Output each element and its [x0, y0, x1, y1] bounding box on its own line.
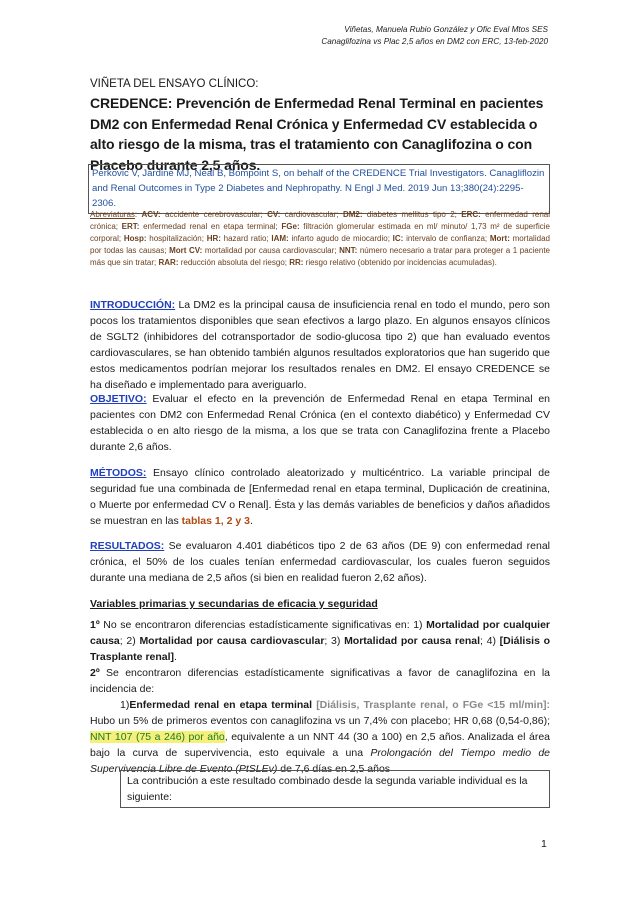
- abbrev-key: IAM:: [271, 234, 289, 243]
- p2-number: 2º: [90, 667, 100, 679]
- p2-item-title: Enfermedad renal en etapa terminal: [129, 699, 313, 711]
- p2-item-number: 1): [120, 699, 130, 711]
- p2-item-text-2: , equivalente a un NNT 44 (30 a 100) en 2,5 años. Analizada el área bajo la curva de supervivencia, esto equivale a una: [90, 731, 550, 759]
- abbrev-key: FGe:: [281, 222, 300, 231]
- abbreviations-heading: Abreviaturas: [90, 210, 135, 219]
- objective-label: OBJETIVO:: [90, 393, 147, 405]
- intro-label: INTRODUCCIÓN:: [90, 299, 176, 311]
- contribution-box: La contribución a este resultado combinado desde la segunda variable individual es la siguiente:: [120, 770, 550, 808]
- abbrev-value: hospitalización;: [146, 234, 207, 243]
- header-line-1: Viñetas, Manuela Rubio González y Ofic Eval Mtos SES: [344, 25, 548, 34]
- p1-mortality-any: Mortalidad por cualquier causa: [90, 619, 550, 647]
- abbrev-value: intervalo de confianza;: [403, 234, 490, 243]
- abbrev-value: riesgo relativo (obtenido por incidencias acumuladas).: [303, 258, 497, 267]
- abbrev-key: DM2:: [342, 210, 363, 219]
- abbrev-key: ERT:: [121, 222, 140, 231]
- results-label: RESULTADOS:: [90, 540, 165, 552]
- p1-text-i: .: [174, 651, 177, 663]
- abbrev-value: número necesario a tratar para proteger a 1 paciente más que sin tratar;: [90, 246, 551, 267]
- objective-text: Evaluar el efecto en la prevención de Enfermedad Renal en etapa Terminal en pacientes con DM2 con Enfermedad Renal Crónica (en el contexto diabético) y Enfermedad CV establecida o en alto riesgo de la misma, a los que se trata con Canaglifozina frente a Placebo durante 2,6 años.: [90, 393, 551, 453]
- results-text: Se evaluaron 4.401 diabéticos tipo 2 de 63 años (DE 9) con enfermedad renal crónica, el 50% de los cuales tenían enfermedad cardiovascular, los cuales fueron seguidos durante una mediana de 2,5 años (si bien en realidad fueron 2,62 años).: [90, 540, 550, 584]
- abbreviations-list: [90, 210, 550, 267]
- p1-text-c: ; 2): [119, 635, 136, 647]
- p1-mortality-cv: Mortalidad por causa cardiovascular: [139, 635, 325, 647]
- abbrev-value: cardiovascular;: [280, 210, 343, 219]
- abbrev-key: NNT:: [339, 246, 358, 255]
- page-header: [321, 24, 548, 48]
- variables-heading-block: [90, 596, 550, 612]
- p1-text-e: ; 3): [324, 635, 341, 647]
- p1-dialysis: [Diálisis o Trasplante renal]: [90, 635, 551, 663]
- header-line-2: Canaglifozina vs Plac 2,5 años en DM2 con ERC, 13-feb-2020: [321, 37, 548, 46]
- abbrev-key: Mort:: [489, 234, 510, 243]
- methods-label: MÉTODOS:: [90, 467, 147, 479]
- abbrev-key: ACV:: [141, 210, 161, 219]
- abbrev-value: filtración glomerular estimada en ml/ minuto/ 1,73 m² de superficie corporal;: [90, 222, 551, 243]
- abbrev-key: ERC:: [461, 210, 481, 219]
- objective-section: [90, 391, 550, 455]
- p1-number: 1º: [90, 619, 100, 631]
- nnt-highlight: NNT 107 (75 a 246) por año: [90, 731, 225, 743]
- intro-text: La DM2 es la principal causa de insuficiencia renal en todo el mundo, pero son pocos los tratamientos disponibles que sean efectivos a largo plazo. En algunos ensayos clínicos de SGLT2 (inhibidores del cotransportador de sodio-glucosa tipo 2) que han evaluado eventos cardiovasculares, se han obtenido también algunos resultados exploratorios que han sugerido que estos medicamentos podrían mejorar los resultados renales en DM2. El ensayo CREDENCE se ha diseñado e implementado para averiguarlo.: [90, 299, 550, 391]
- abbrev-value: mortalidad por causa cardiovascular;: [202, 246, 340, 255]
- abbrev-value: enfermedad renal crónica;: [90, 210, 550, 231]
- variables-heading: Variables primarias y secundarias de eficacia y seguridad: [90, 598, 378, 610]
- abbrev-value: accidente cerebrovascular;: [160, 210, 268, 219]
- abbrev-key: RR:: [289, 258, 304, 267]
- intro-section: [90, 297, 550, 393]
- methods-end: .: [249, 515, 253, 527]
- methods-text: Ensayo clínico controlado aleatorizado y multicéntrico. La variable principal de seguridad fue una combinada de [Enfermedad renal en etapa terminal, Duplicación de creatinina, o Muerte por enfermedad CV o Renal]. Ésta y las demás variables de beneficios y daños añadidos se muestran en las: [90, 467, 550, 527]
- p1-mortality-renal: Mortalidad por causa renal: [344, 635, 480, 647]
- abbrev-key: Mort CV:: [169, 246, 203, 255]
- abbrev-key: CV:: [267, 210, 281, 219]
- p1-text-g: ; 4): [480, 635, 496, 647]
- citation-box: Perkovic V, Jardine MJ, Neal B, Bompoint S, on behalf of the CREDENCE Trial Investigators. Canagliflozin and Renal Outcomes in Type 2 Diabetes and Nephropathy. N Engl J Med. 2019 Jun 13;380(24):2295-2306.: [88, 164, 550, 214]
- pretitle: VIÑETA DEL ENSAYO CLÍNICO:: [90, 78, 259, 90]
- abbrev-value: reducción absoluta del riesgo;: [178, 258, 290, 267]
- p1-text-a: No se encontraron diferencias estadísticamente significativas en: 1): [103, 619, 423, 631]
- p2-item-bracket: [Diálisis, Trasplante renal, o FGe <15 ml/min]:: [316, 699, 551, 711]
- abbrev-key: HR:: [206, 234, 221, 243]
- variables-paragraph-1: [90, 617, 550, 665]
- abbreviations: Abreviaturas: ACV: accidente cerebrovascular; CV: cardiovascular; DM2: diabetes mellitus tipo 2; ERC: enfermedad renal crónica; ERT: enfermedad renal en etapa terminal; FGe: filtración glomerular estimada en ml/ minuto/ 1,73 m² de superficie corporal; Hosp: hospitalización; HR: hazard ratio; IAM: infarto agudo de miocardio; IC: intervalo de confianza; Mort: mortalidad por todas las causas; Mort CV: mortalidad por causa cardiovascular; NNT: número necesario a tratar para proteger a 1 paciente más que sin tratar; RAR: reducción absoluta del riesgo; RR: riesgo relativo (obtenido por incidencias acumuladas).: [90, 210, 551, 267]
- p2-text: Se encontraron diferencias estadísticamente significativas a favor de canaglifozina en la incidencia de:: [90, 667, 550, 695]
- variables-paragraph-2: [90, 665, 550, 777]
- tables-reference[interactable]: tablas 1, 2 y 3: [181, 515, 250, 527]
- p2-item-italic: Prolongación del Tiempo medio de Supervivencia Libre de Evento (PtSLEv): [90, 747, 551, 775]
- methods-section: [90, 465, 550, 529]
- p2-item-text: Hubo un 5% de primeros eventos con canaglifozina vs un 7,4% con placebo; HR 0,68 (0,54-0,86);: [90, 715, 550, 727]
- p2-item-text-3: de 7,6 días en 2,5 años: [280, 763, 391, 775]
- abbrev-value: infarto agudo de miocardio;: [288, 234, 393, 243]
- abbrev-key: IC:: [392, 234, 404, 243]
- abbrev-key: Hosp:: [123, 234, 147, 243]
- abbrev-value: mortalidad por todas las causas;: [90, 234, 550, 255]
- document-title: CREDENCE: Prevención de Enfermedad Renal Terminal en pacientes DM2 con Enfermedad Renal Crónica y Enfermedad CV establecida o alto riesgo de la misma, tras el tratamiento con Canaglifozina o con Placebo durante 2,5 años.: [90, 95, 544, 173]
- abbrev-key: RAR:: [158, 258, 179, 267]
- page-number: 1: [541, 838, 547, 850]
- abbrev-value: enfermedad renal en etapa terminal;: [139, 222, 282, 231]
- abbrev-value: diabetes mellitus tipo 2;: [362, 210, 462, 219]
- results-section: [90, 538, 550, 586]
- abbrev-value: hazard ratio;: [220, 234, 272, 243]
